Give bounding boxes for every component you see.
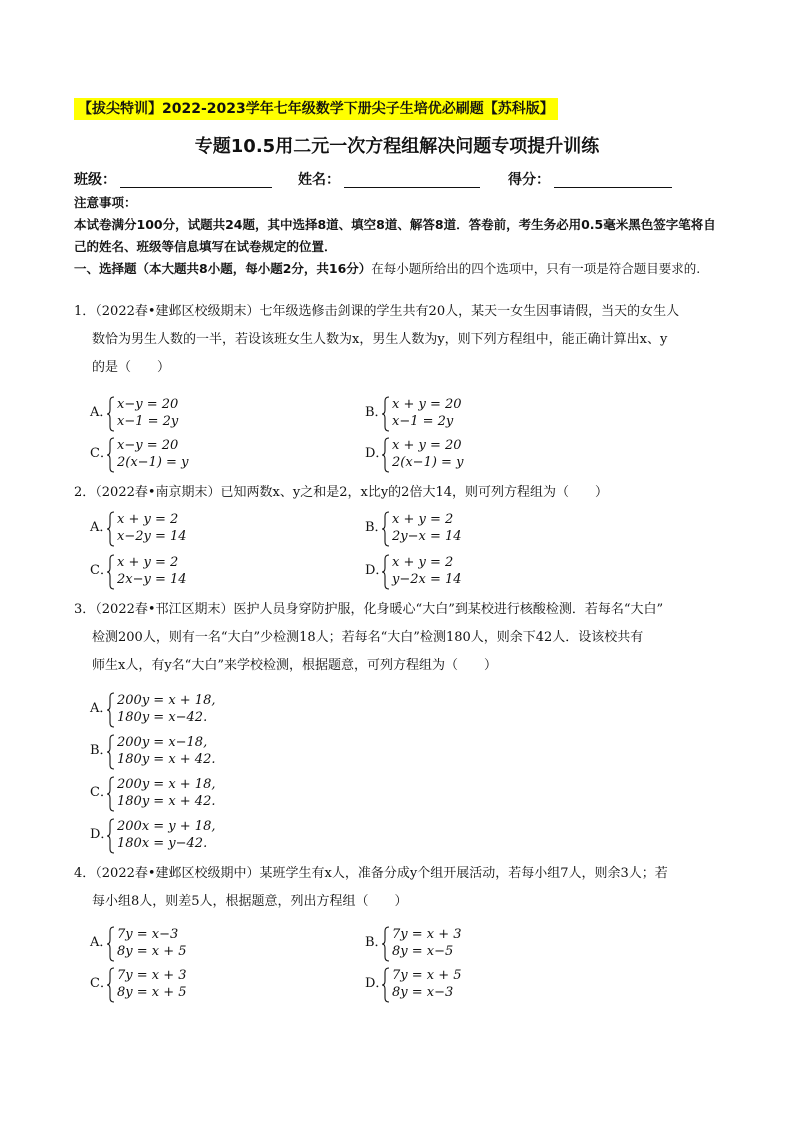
equation-line: x + y = 2 xyxy=(117,555,179,570)
question-source: （2022春•建邺区校级期中） xyxy=(95,866,260,881)
brace-icon xyxy=(381,926,391,962)
equation-line: 200y = x + 18, xyxy=(117,693,216,708)
equation-line: x + y = 20 xyxy=(392,438,462,453)
question-text: 已知两数x、y之和是2，x比y的2倍大14，则可列方程组为（ ） xyxy=(220,485,608,500)
question-text: 数恰为男生人数的一半，若设该班女生人数为x，男生人数为y，则下列方程组中，能正确计算出x、y xyxy=(92,332,668,347)
question-1 xyxy=(74,298,724,382)
brace-icon xyxy=(381,437,391,473)
brace-icon xyxy=(381,554,391,590)
section-title: 一、选择题（本大题共8小题，每小题2分，共16分） xyxy=(74,261,372,276)
brace-icon xyxy=(381,396,391,432)
equation-line: 180y = x + 42. xyxy=(117,752,216,767)
score-label: 得分： xyxy=(508,172,550,188)
class-label: 班级： xyxy=(74,172,116,188)
brace-icon xyxy=(106,554,116,590)
question-text: 每小组8人，则差5人，根据题意，列出方程组（ ） xyxy=(92,894,408,909)
option-label: D． xyxy=(365,976,389,991)
equation-line: 7y = x + 5 xyxy=(392,968,462,983)
brace-icon xyxy=(106,734,116,770)
score-blank xyxy=(554,187,672,188)
option-label: A． xyxy=(90,701,113,716)
option-label: D． xyxy=(90,827,114,842)
section-heading xyxy=(74,258,722,280)
equation-line: x−y = 20 xyxy=(117,438,179,453)
equation-line: 7y = x−3 xyxy=(117,927,179,942)
question-number: 3． xyxy=(74,602,96,617)
section-instruction: 在每小题所给出的四个选项中，只有一项是符合题目要求的. xyxy=(371,261,701,276)
equation-line: 2(x−1) = y xyxy=(117,455,189,470)
question-source: （2022春•南京期末） xyxy=(95,485,221,500)
equation-line: x + y = 2 xyxy=(392,512,454,527)
question-text: 检测200人，则有一名“大白”少检测18人；若每名“大白”检测180人，则余下42人．设该校共有 xyxy=(92,630,644,645)
question-text: 的是（ ） xyxy=(92,360,171,375)
name-label: 姓名： xyxy=(298,172,340,188)
option-label: C． xyxy=(90,563,113,578)
question-number: 4． xyxy=(74,866,96,881)
equation-line: x + y = 2 xyxy=(392,555,454,570)
equation-line: 7y = x + 3 xyxy=(392,927,462,942)
equation-line: x−y = 20 xyxy=(117,397,179,412)
notes-heading: 注意事项： xyxy=(74,195,137,210)
brace-icon xyxy=(381,967,391,1003)
equation-line: 200x = y + 18, xyxy=(117,819,216,834)
equation-line: x−1 = 2y xyxy=(392,414,454,429)
question-3 xyxy=(74,596,724,680)
class-blank xyxy=(120,187,272,188)
page-title: 专题10.5用二元一次方程组解决问题专项提升训练 xyxy=(194,136,600,157)
equation-line: 2x−y = 14 xyxy=(117,572,187,587)
question-text: 某班学生有x人，准备分成y个组开展活动，若每小组7人，则余3人；若 xyxy=(259,866,668,881)
question-text: 师生x人，有y名“大白”来学校检测，根据题意，可列方程组为（ ） xyxy=(92,658,497,673)
equation-line: x + y = 20 xyxy=(392,397,462,412)
name-blank xyxy=(344,187,480,188)
notes-text: 本试卷满分100分，试题共24题，其中选择8道、填空8道、解答8道．答卷前，考生务必用0.5毫米黑色签字笔将自己的姓名、班级等信息填写在试卷规定的位置． xyxy=(74,217,716,254)
option-label: B． xyxy=(365,405,388,420)
equation-line: 200y = x + 18, xyxy=(117,777,216,792)
brace-icon xyxy=(106,967,116,1003)
header-banner: 【拔尖特训】2022-2023学年七年级数学下册尖子生培优必刷题【苏科版】 xyxy=(74,98,558,120)
option-label: C． xyxy=(90,976,113,991)
equation-line: 8y = x−5 xyxy=(392,944,454,959)
equation-line: x−2y = 14 xyxy=(117,529,187,544)
equation-line: 180y = x + 42. xyxy=(117,794,216,809)
equation-line: 8y = x + 5 xyxy=(117,985,187,1000)
brace-icon xyxy=(106,818,116,854)
equation-line: 8y = x−3 xyxy=(392,985,454,1000)
student-info-row xyxy=(74,170,714,192)
option-label: A． xyxy=(90,520,113,535)
option-label: A． xyxy=(90,405,113,420)
equation-line: 7y = x + 3 xyxy=(117,968,187,983)
brace-icon xyxy=(106,692,116,728)
brace-icon xyxy=(381,511,391,547)
equation-line: x−1 = 2y xyxy=(117,414,179,429)
equation-line: 180x = y−42. xyxy=(117,836,208,851)
option-label: A． xyxy=(90,935,113,950)
equation-line: x + y = 2 xyxy=(117,512,179,527)
option-label: C． xyxy=(90,785,113,800)
equation-line: 8y = x + 5 xyxy=(117,944,187,959)
brace-icon xyxy=(106,776,116,812)
question-number: 1． xyxy=(74,304,96,319)
question-source: （2022春•邗江区期末） xyxy=(95,602,234,617)
equation-line: 180y = x−42. xyxy=(117,710,208,725)
brace-icon xyxy=(106,926,116,962)
question-text: 医护人员身穿防护服，化身暖心“大白”到某校进行核酸检测．若每名“大白” xyxy=(233,602,664,617)
brace-icon xyxy=(106,396,116,432)
question-number: 2． xyxy=(74,485,96,500)
equation-line: 200y = x−18, xyxy=(117,735,208,750)
brace-icon xyxy=(106,437,116,473)
question-2 xyxy=(74,479,724,507)
equation-line: 2y−x = 14 xyxy=(392,529,462,544)
question-source: （2022春•建邺区校级期末） xyxy=(95,304,260,319)
option-label: D． xyxy=(365,563,389,578)
option-label: D． xyxy=(365,446,389,461)
question-text: 七年级选修击剑课的学生共有20人，某天一女生因事请假，当天的女生人 xyxy=(259,304,680,319)
option-label: B． xyxy=(365,520,388,535)
option-label: B． xyxy=(90,743,113,758)
question-4 xyxy=(74,860,724,916)
option-label: B． xyxy=(365,935,388,950)
option-label: C． xyxy=(90,446,113,461)
equation-line: y−2x = 14 xyxy=(392,572,462,587)
equation-line: 2(x−1) = y xyxy=(392,455,464,470)
brace-icon xyxy=(106,511,116,547)
